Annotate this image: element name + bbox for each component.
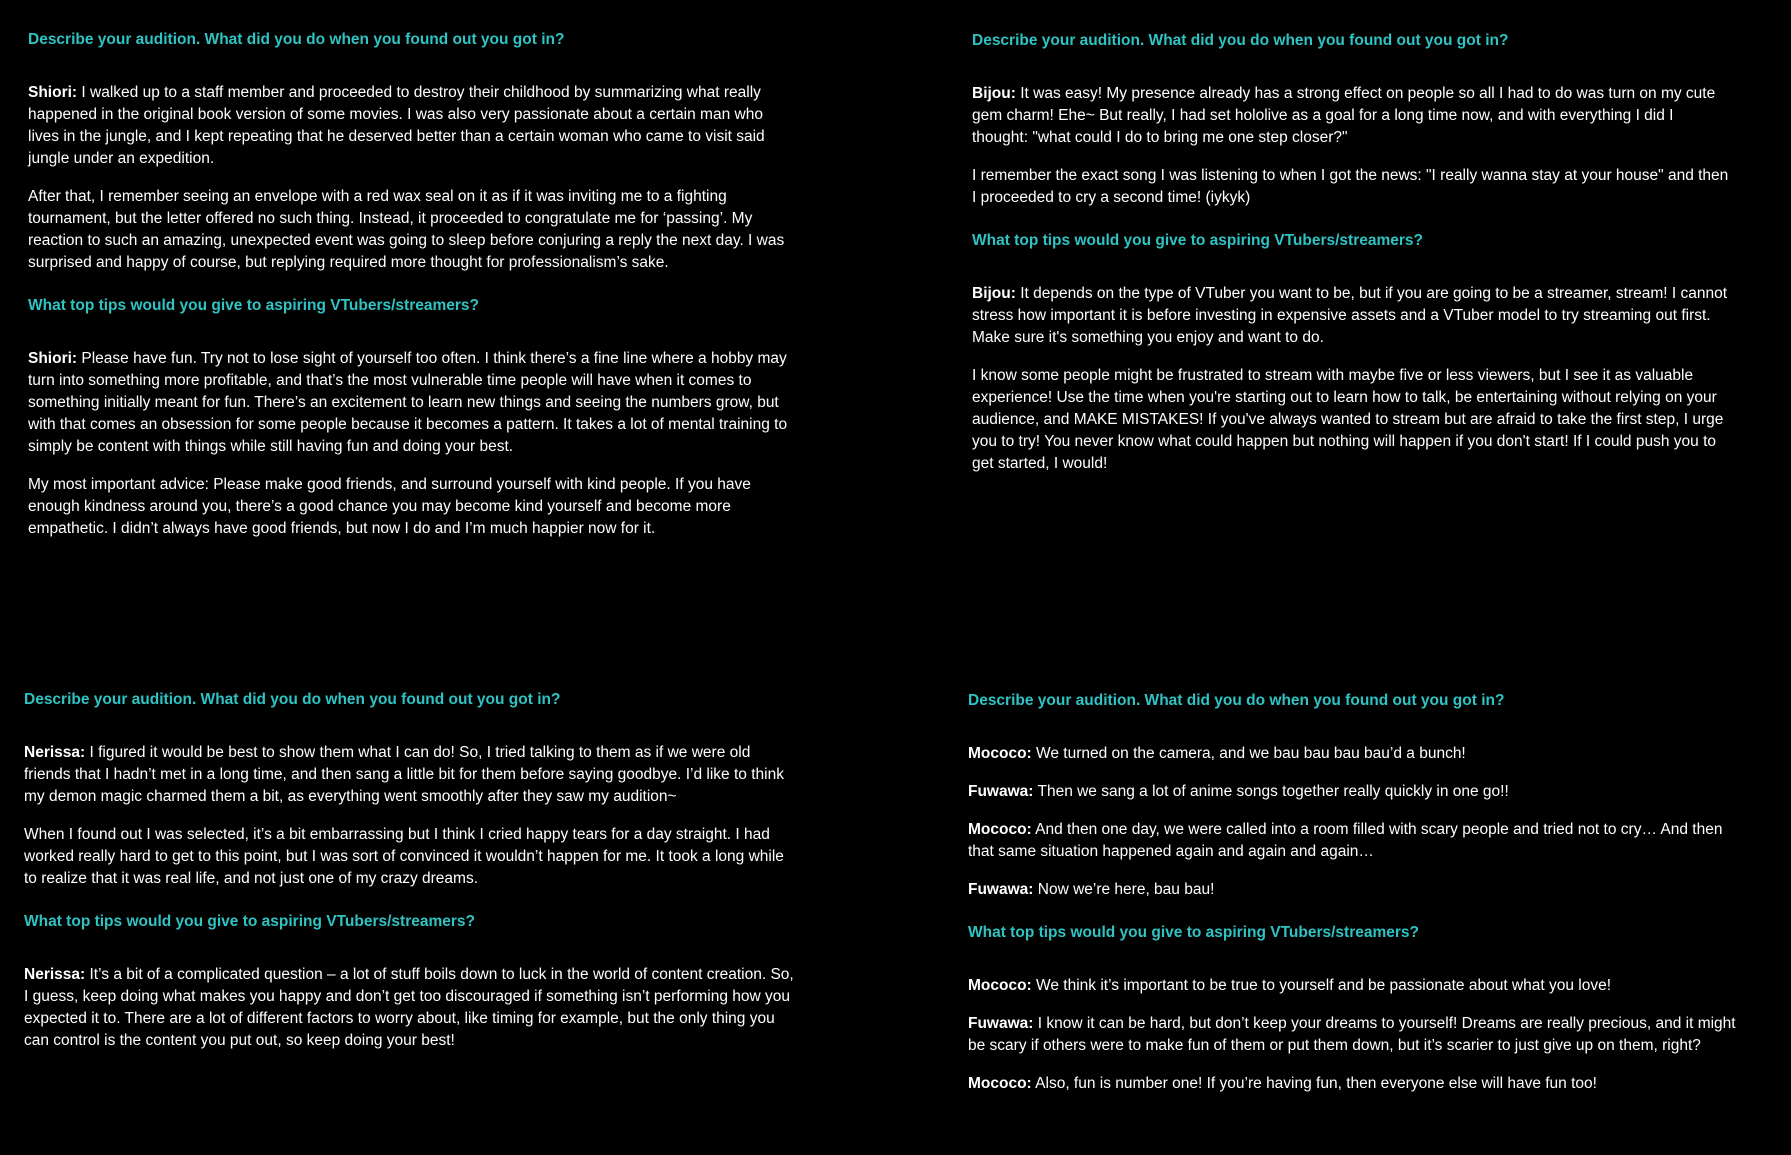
speaker-name: Shiori:	[28, 84, 78, 101]
answer-text: I know it can be hard, but don’t keep your dreams to yourself! Dreams are really precious, and it might be scary if others were to make fun of them or put them down, but it’s scarier to just give up on them, right?	[968, 1015, 1736, 1054]
question-tips: What top tips would you give to aspiring VTubers/streamers?	[28, 297, 479, 314]
answer-text: I remember the exact song I was listening to when I got the news: "I really wanna stay at your house" and then I proceeded to cry a second time! (iykyk)	[972, 167, 1729, 206]
answer-paragraph	[968, 975, 1748, 997]
speaker-name: Shiori:	[28, 350, 78, 367]
question-tips: What top tips would you give to aspiring VTubers/streamers?	[24, 913, 475, 930]
answers-audition	[972, 83, 1732, 209]
interview-panel-nerissa	[24, 690, 794, 1068]
answer-paragraph	[972, 283, 1732, 349]
speaker-name: Mococo:	[968, 745, 1032, 762]
answer-text: Please have fun. Try not to lose sight of yourself too often. I think there’s a fine line where a hobby may turn into something more profitable, and that’s the most vulnerable time people will have when it comes to something initially meant for fun. There’s an excitement to learn new things and seeing the numbers grow, but with that comes an obsession for some people because it becomes a pattern. It takes a lot of mental training to simply be content with things while still having fun and doing your best.	[28, 350, 788, 455]
answer-text: It’s a bit of a complicated question – a lot of stuff boils down to luck in the world of content creation. So, I guess, keep doing what makes you happy and don’t get too discouraged if something isn’t performing how you expected it to. There are a lot of different factors to worry about, like timing for example, but the only thing you can control is the content you put out, so keep doing your best!	[24, 966, 794, 1049]
answer-paragraph	[972, 165, 1732, 209]
answer-text: I figured it would be best to show them what I can do! So, I tried talking to them as if we were old friends that I hadn’t met in a long time, and then sang a little bit for them before saying goodbye. I’d like to think my demon magic charmed them a bit, as everything went smoothly after they saw my audition~	[24, 744, 784, 805]
answer-text: Also, fun is number one! If you’re having fun, then everyone else will have fun too!	[1031, 1075, 1597, 1092]
answer-text: When I found out I was selected, it’s a bit embarrassing but I think I cried happy tears for a day straight. I had worked really hard to get to this point, but I was sort of convinced it wouldn’t happen for me. It took a long while to realize that it was real life, and not just one of my crazy dreams.	[24, 826, 784, 887]
answer-text: After that, I remember seeing an envelope with a red wax seal on it as if it was inviting me to a fighting tournament, but the letter offered no such thing. Instead, it proceeded to congratulate me for ‘passing’. My reaction to such an amazing, unexpected event was going to sleep before conjuring a reply the next day. I was surprised and happy of course, but replying required more thought for professionalism’s sake.	[28, 188, 785, 271]
answers-audition	[28, 82, 798, 274]
answers-tips	[968, 975, 1748, 1095]
answer-text: We turned on the camera, and we bau bau bau bau’d a bunch!	[1031, 745, 1466, 762]
answer-paragraph	[24, 824, 794, 890]
interview-panel-fuwamoco	[968, 691, 1748, 1111]
answer-paragraph	[28, 474, 798, 540]
speaker-name: Fuwawa:	[968, 1015, 1034, 1032]
answer-paragraph	[968, 743, 1748, 765]
answer-text: It depends on the type of VTuber you want to be, but if you are going to be a streamer, stream! I cannot stress how important it is before investing in expensive assets and a VTuber model to try streaming out first. Make sure it's something you enjoy and want to do.	[972, 285, 1728, 346]
answer-paragraph	[24, 742, 794, 808]
answers-audition	[24, 742, 794, 890]
answer-paragraph	[28, 82, 798, 170]
question-audition: Describe your audition. What did you do when you found out you got in?	[968, 692, 1505, 709]
answer-paragraph	[968, 781, 1748, 803]
interview-panel-shiori	[28, 30, 798, 556]
answer-text: Then we sang a lot of anime songs together really quickly in one go!!	[1033, 783, 1509, 800]
question-tips: What top tips would you give to aspiring VTubers/streamers?	[968, 924, 1419, 941]
answer-paragraph	[972, 365, 1732, 475]
speaker-name: Nerissa:	[24, 966, 86, 983]
answer-text: And then one day, we were called into a room filled with scary people and tried not to cry… And then that same situation happened again and again and again…	[968, 821, 1723, 860]
answer-paragraph	[28, 348, 798, 458]
speaker-name: Mococo:	[968, 821, 1032, 838]
answers-tips	[28, 348, 798, 540]
answers-tips	[972, 283, 1732, 475]
answers-audition	[968, 743, 1748, 901]
question-audition: Describe your audition. What did you do when you found out you got in?	[972, 32, 1509, 49]
answer-text: It was easy! My presence already has a strong effect on people so all I had to do was turn on my cute gem charm! Ehe~ But really, I had set hololive as a goal for a long time now, and with everything I did I thought: "what could I do to bring me one step closer?"	[972, 85, 1716, 146]
answer-text: I walked up to a staff member and proceeded to destroy their childhood by summarizing what really happened in the original book version of some movies. I was also very passionate about a certain man who lives in the jungle, and I kept repeating that he deserved better than a certain woman who came to visit said jungle under an expedition.	[28, 84, 765, 167]
answer-text: I know some people might be frustrated to stream with maybe five or less viewers, but I see it as valuable experience! Use the time when you're starting out to learn how to talk, be entertaining without relying on your audience, and MAKE MISTAKES! If you've always wanted to stream but are afraid to take the first step, I urge you to try! You never know what could happen but nothing will happen if you don't start! If I could push you to get started, I would!	[972, 367, 1724, 472]
speaker-name: Mococo:	[968, 977, 1032, 994]
question-tips: What top tips would you give to aspiring VTubers/streamers?	[972, 232, 1423, 249]
speaker-name: Fuwawa:	[968, 783, 1034, 800]
question-audition: Describe your audition. What did you do when you found out you got in?	[24, 691, 561, 708]
speaker-name: Bijou:	[972, 85, 1016, 102]
speaker-name: Mococo:	[968, 1075, 1032, 1092]
answer-paragraph	[968, 879, 1748, 901]
answer-text: My most important advice: Please make good friends, and surround yourself with kind people. If you have enough kindness around you, there’s a good chance you may become kind yourself and become more empathetic. I didn’t always have good friends, but now I do and I’m much happier now for it.	[28, 476, 751, 537]
answer-paragraph	[968, 1013, 1748, 1057]
interview-panel-bijou	[972, 31, 1732, 491]
answer-paragraph	[968, 819, 1748, 863]
answer-paragraph	[28, 186, 798, 274]
question-audition: Describe your audition. What did you do when you found out you got in?	[28, 31, 565, 48]
answer-paragraph	[24, 964, 794, 1052]
answers-tips	[24, 964, 794, 1052]
answer-text: We think it’s important to be true to yourself and be passionate about what you love!	[1031, 977, 1612, 994]
answer-paragraph	[972, 83, 1732, 149]
speaker-name: Nerissa:	[24, 744, 86, 761]
speaker-name: Bijou:	[972, 285, 1016, 302]
speaker-name: Fuwawa:	[968, 881, 1034, 898]
answer-paragraph	[968, 1073, 1748, 1095]
answer-text: Now we’re here, bau bau!	[1033, 881, 1215, 898]
